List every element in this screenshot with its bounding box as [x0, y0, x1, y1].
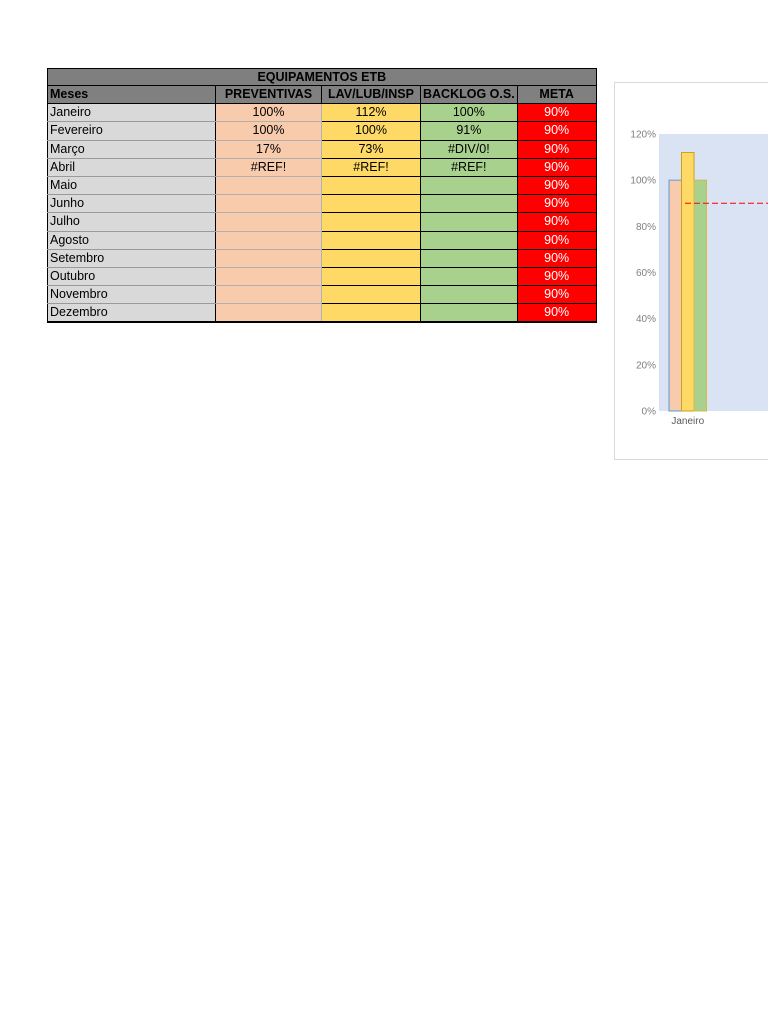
month-cell[interactable]: Fevereiro	[48, 122, 216, 140]
equipment-table	[47, 68, 597, 323]
lav-lub-insp-cell[interactable]	[322, 176, 421, 194]
table-row	[48, 104, 597, 122]
column-header[interactable]: PREVENTIVAS	[216, 86, 322, 104]
preventivas-cell[interactable]	[216, 249, 322, 267]
bar	[669, 180, 682, 411]
table-row	[48, 122, 597, 140]
meta-cell[interactable]: 90%	[517, 231, 596, 249]
table-row	[48, 249, 597, 267]
month-cell[interactable]: Outubro	[48, 267, 216, 285]
meta-cell[interactable]: 90%	[517, 286, 596, 304]
y-tick-label: 40%	[635, 314, 656, 326]
backlog-cell[interactable]: 91%	[421, 122, 518, 140]
backlog-cell[interactable]: #REF!	[421, 158, 518, 176]
meta-cell[interactable]: 90%	[517, 158, 596, 176]
meta-cell[interactable]: 90%	[517, 195, 596, 213]
table-row	[48, 140, 597, 158]
preventivas-cell[interactable]	[216, 231, 322, 249]
preventivas-cell[interactable]	[216, 304, 322, 323]
y-tick-label: 20%	[635, 360, 656, 372]
backlog-cell[interactable]	[421, 267, 518, 285]
backlog-cell[interactable]	[421, 213, 518, 231]
column-header[interactable]: BACKLOG O.S.	[421, 86, 518, 104]
backlog-cell[interactable]: #DIV/0!	[421, 140, 518, 158]
table-row	[48, 158, 597, 176]
preventivas-cell[interactable]: 100%	[216, 122, 322, 140]
lav-lub-insp-cell[interactable]	[322, 213, 421, 231]
backlog-cell[interactable]	[421, 176, 518, 194]
table-row	[48, 231, 597, 249]
backlog-cell[interactable]	[421, 286, 518, 304]
backlog-cell[interactable]	[421, 304, 518, 323]
column-header[interactable]: LAV/LUB/INSP	[322, 86, 421, 104]
column-header[interactable]: META	[517, 86, 596, 104]
meta-cell[interactable]: 90%	[517, 176, 596, 194]
preventivas-cell[interactable]	[216, 267, 322, 285]
performance-chart[interactable]	[614, 82, 768, 460]
meta-cell[interactable]: 90%	[517, 249, 596, 267]
y-tick-label: 60%	[635, 268, 656, 279]
month-cell[interactable]: Novembro	[48, 286, 216, 304]
lav-lub-insp-cell[interactable]	[322, 249, 421, 267]
backlog-cell[interactable]	[421, 231, 518, 249]
meta-cell[interactable]: 90%	[517, 267, 596, 285]
month-cell[interactable]: Janeiro	[48, 104, 216, 122]
backlog-cell[interactable]: 100%	[421, 104, 518, 122]
month-cell[interactable]: Março	[48, 140, 216, 158]
lav-lub-insp-cell[interactable]: 73%	[322, 140, 421, 158]
meta-cell[interactable]: 90%	[517, 140, 596, 158]
meta-cell[interactable]: 90%	[517, 104, 596, 122]
table-row	[48, 213, 597, 231]
month-cell[interactable]: Junho	[48, 195, 216, 213]
lav-lub-insp-cell[interactable]	[322, 304, 421, 323]
lav-lub-insp-cell[interactable]: 112%	[322, 104, 421, 122]
preventivas-cell[interactable]: 100%	[216, 104, 322, 122]
x-tick-label: Janeiro	[671, 416, 705, 427]
lav-lub-insp-cell[interactable]: #REF!	[322, 158, 421, 176]
preventivas-cell[interactable]: 17%	[216, 140, 322, 158]
table-row	[48, 176, 597, 194]
y-tick-label: 100%	[630, 175, 656, 187]
preventivas-cell[interactable]	[216, 195, 322, 213]
table-row	[48, 286, 597, 304]
bar	[682, 152, 695, 411]
backlog-cell[interactable]	[421, 195, 518, 213]
preventivas-cell[interactable]: #REF!	[216, 158, 322, 176]
preventivas-cell[interactable]	[216, 286, 322, 304]
meta-cell[interactable]: 90%	[517, 213, 596, 231]
table-title[interactable]: EQUIPAMENTOS ETB	[48, 69, 597, 86]
bar	[694, 180, 707, 411]
table-row	[48, 195, 597, 213]
lav-lub-insp-cell[interactable]: 100%	[322, 122, 421, 140]
table-row	[48, 267, 597, 285]
meta-cell[interactable]: 90%	[517, 304, 596, 323]
backlog-cell[interactable]	[421, 249, 518, 267]
lav-lub-insp-cell[interactable]	[322, 195, 421, 213]
preventivas-cell[interactable]	[216, 213, 322, 231]
lav-lub-insp-cell[interactable]	[322, 267, 421, 285]
month-cell[interactable]: Maio	[48, 176, 216, 194]
y-tick-label: 80%	[635, 221, 656, 233]
column-header[interactable]: Meses	[48, 86, 216, 104]
y-tick-label: 120%	[630, 129, 656, 141]
y-tick-label: 0%	[641, 406, 656, 418]
month-cell[interactable]: Dezembro	[48, 304, 216, 323]
lav-lub-insp-cell[interactable]	[322, 231, 421, 249]
preventivas-cell[interactable]	[216, 176, 322, 194]
month-cell[interactable]: Setembro	[48, 249, 216, 267]
meta-cell[interactable]: 90%	[517, 122, 596, 140]
month-cell[interactable]: Abril	[48, 158, 216, 176]
chart-svg	[615, 83, 768, 459]
table-row	[48, 304, 597, 323]
month-cell[interactable]: Agosto	[48, 231, 216, 249]
month-cell[interactable]: Julho	[48, 213, 216, 231]
lav-lub-insp-cell[interactable]	[322, 286, 421, 304]
